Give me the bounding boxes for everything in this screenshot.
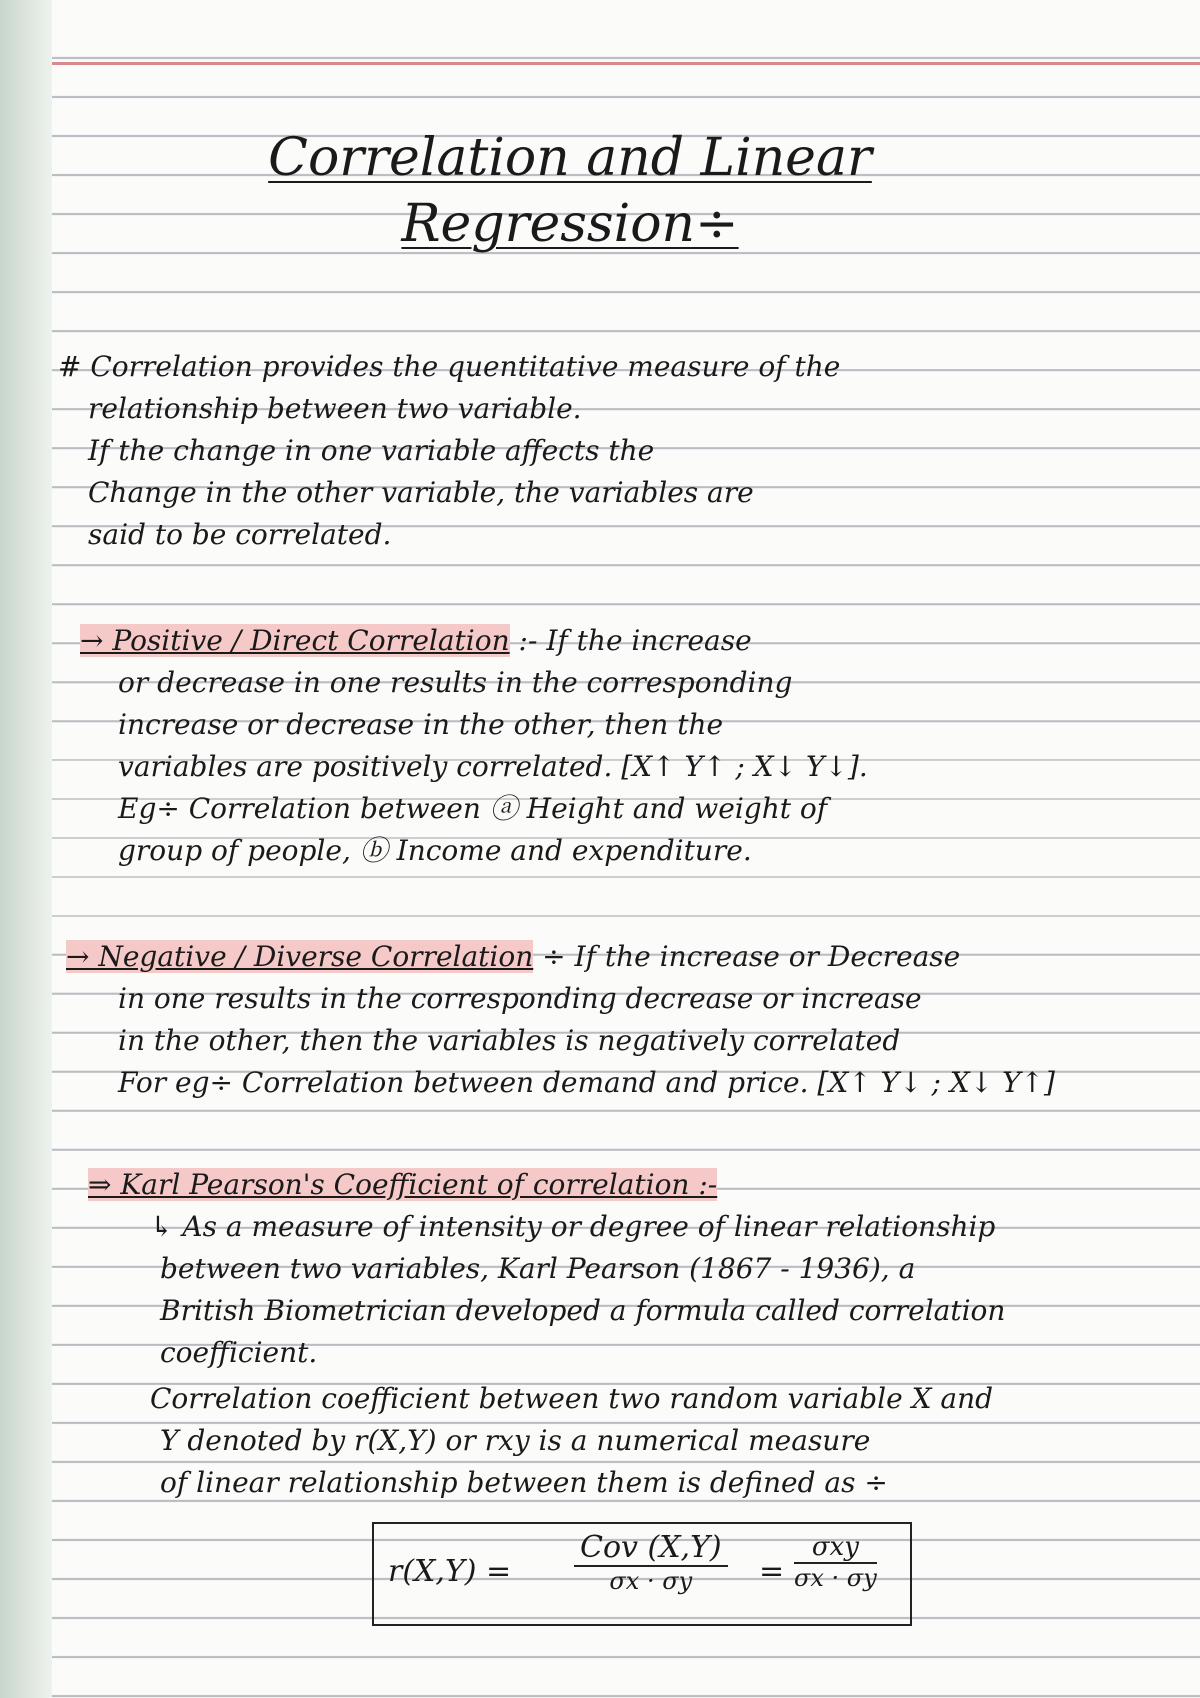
formula-fraction-cov (574, 1530, 728, 1595)
formula-denominator: σx · σy (609, 1567, 693, 1595)
formula-equals: = (759, 1554, 785, 1589)
pearson-line: Correlation coefficient between two random variable X and (150, 1382, 994, 1415)
positive-correlation-heading-row (80, 622, 752, 660)
correlation-formula-box (372, 1522, 912, 1626)
page-title-line-1: Correlation and Linear (268, 128, 872, 188)
pearson-line: Y denoted by r(X,Y) or rxy is a numerical measure (160, 1424, 871, 1457)
negative-example-line: For eg÷ Correlation between demand and price. [X↑ Y↓ ; X↓ Y↑] (118, 1066, 1055, 1099)
header-margin-line (52, 62, 1200, 65)
pearson-heading-row (88, 1166, 717, 1204)
page-binding (0, 0, 52, 1698)
positive-example-line: Eg÷ Correlation between ⓐ Height and weight of (118, 792, 828, 825)
pearson-heading: ⇒ Karl Pearson's Coefficient of correlation :- (88, 1168, 718, 1201)
negative-correlation-line: in one results in the corresponding decrease or increase (118, 982, 922, 1015)
formula-lhs: r(X,Y) = (388, 1554, 512, 1589)
positive-example-line: group of people, ⓑ Income and expenditure. (118, 834, 752, 867)
intro-line: said to be correlated. (88, 518, 392, 551)
intro-line: # Correlation provides the quentitative measure of the (58, 350, 841, 383)
positive-correlation-text: :- If the increase (518, 624, 752, 657)
negative-correlation-line: in the other, then the variables is negatively correlated (118, 1024, 901, 1057)
positive-correlation-line: or decrease in one results in the corresponding (118, 666, 793, 699)
negative-correlation-heading: → Negative / Diverse Correlation (66, 940, 534, 973)
intro-line: If the change in one variable affects the (88, 434, 655, 467)
pearson-line: British Biometrician developed a formula called correlation (160, 1294, 1006, 1327)
formula-numerator: σxy (794, 1532, 877, 1564)
pearson-line: between two variables, Karl Pearson (1867 - 1936), a (160, 1252, 916, 1285)
positive-correlation-line: increase or decrease in the other, then the (118, 708, 724, 741)
page-title-line-2: Regression÷ (401, 194, 739, 254)
negative-correlation-text: ÷ If the increase or Decrease (542, 940, 961, 973)
pearson-line: of linear relationship between them is defined as ÷ (160, 1466, 888, 1499)
formula-denominator: σx · σy (794, 1564, 877, 1592)
positive-correlation-line: variables are positively correlated. [X↑ Y↑ ; X↓ Y↓]. (118, 750, 868, 783)
positive-correlation-heading: → Positive / Direct Correlation (80, 624, 510, 657)
pearson-line: ↳ As a measure of intensity or degree of linear relationship (150, 1210, 996, 1243)
formula-numerator: Cov (X,Y) (574, 1530, 728, 1567)
negative-correlation-heading-row (66, 938, 960, 976)
intro-line: relationship between two variable. (88, 392, 582, 425)
intro-line: Change in the other variable, the variables are (88, 476, 754, 509)
pearson-line: coefficient. (160, 1336, 318, 1369)
formula-fraction-sigma (794, 1532, 877, 1592)
